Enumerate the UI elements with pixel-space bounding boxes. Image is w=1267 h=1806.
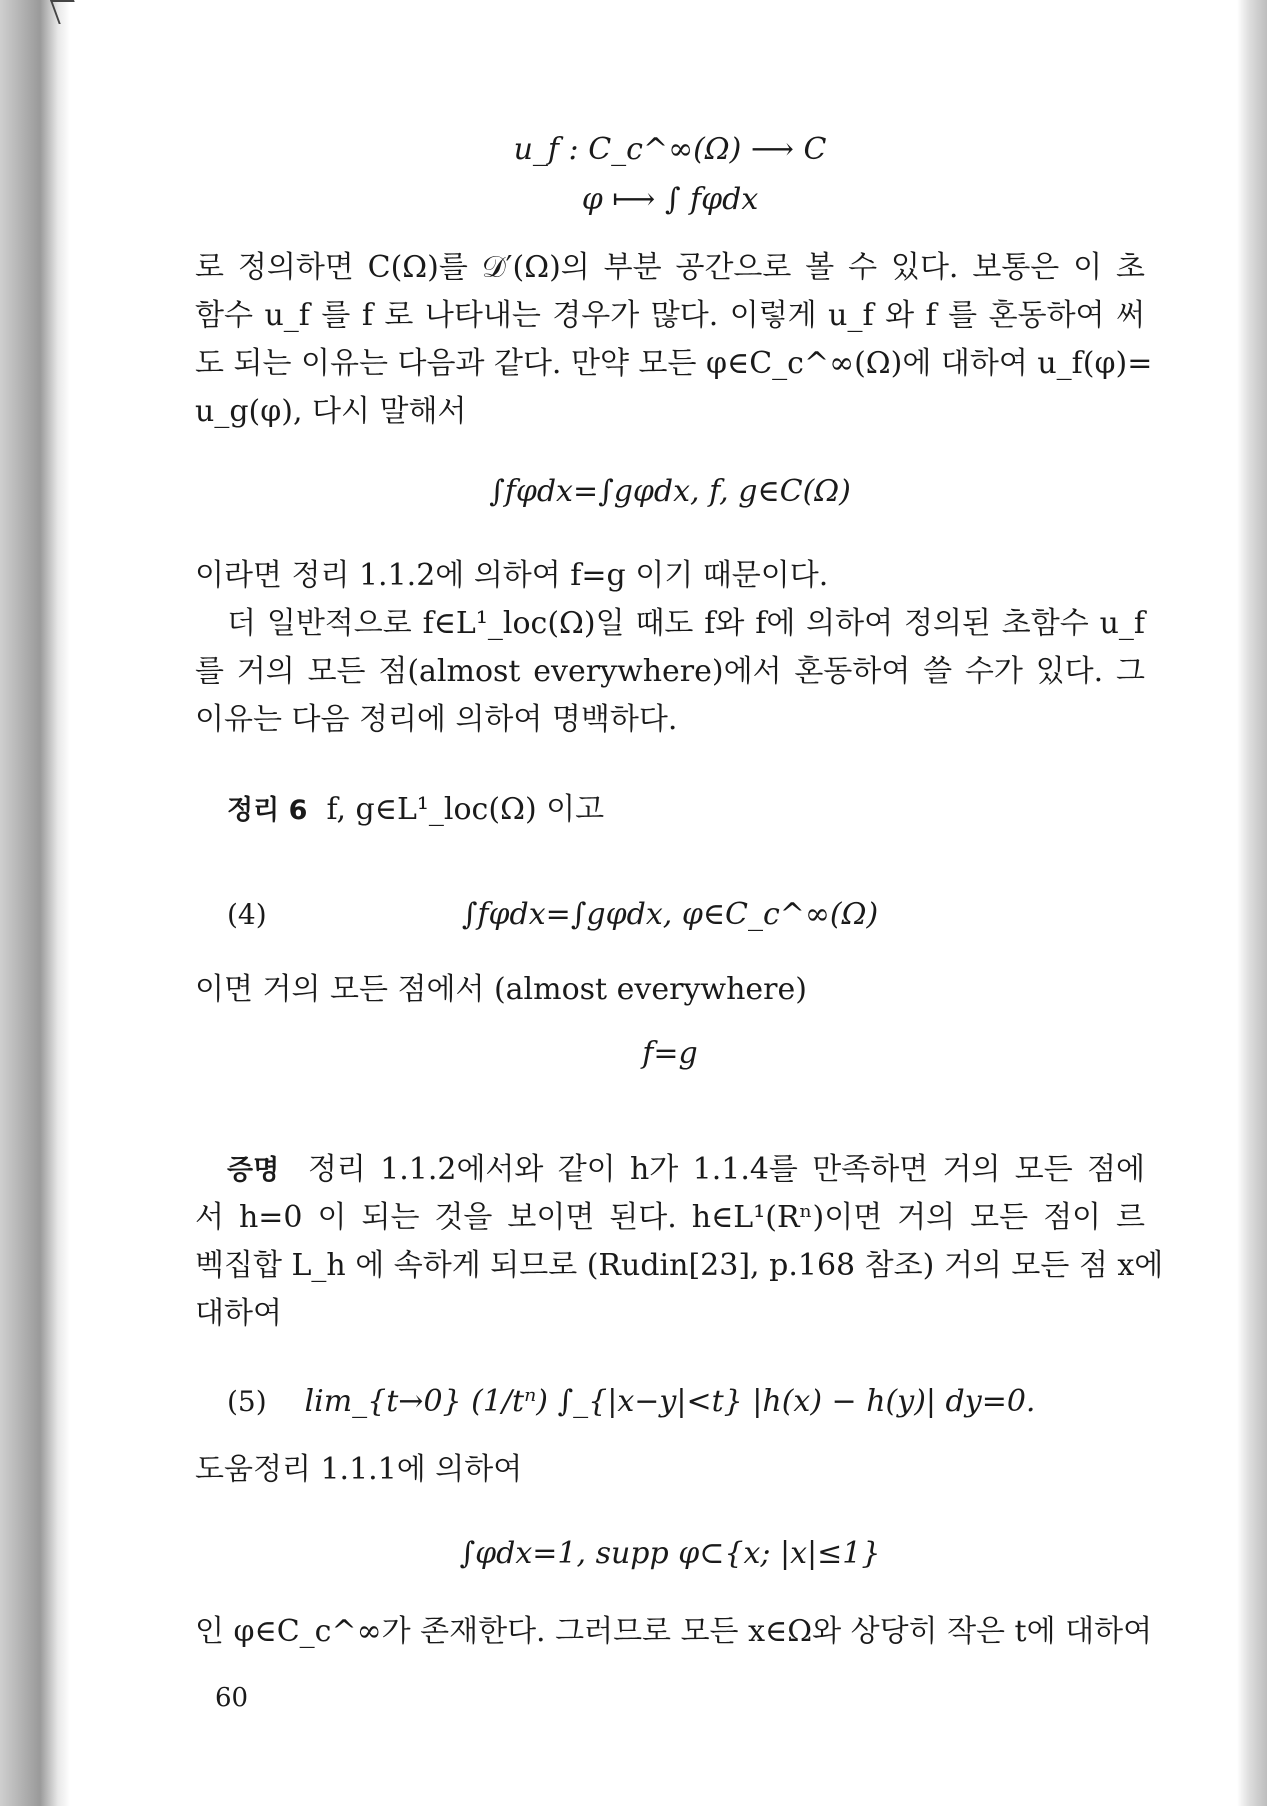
display-map-line-2: φ ⟼ ∫ fφdx: [581, 182, 759, 217]
proof-line-4: 대하여: [195, 1296, 282, 1331]
equation-number-5: (5): [227, 1385, 267, 1418]
theorem-statement: f, g∈L¹_loc(Ω) 이고: [326, 792, 605, 827]
limit-equation: lim_{t→0} (1/tⁿ) ∫_{|x−y|<t} |h(x) − h(y)| dy=0.: [304, 1384, 1036, 1419]
display-map-line-1: u_f : C_c^∞(Ω) ⟶ C: [513, 132, 827, 167]
proof-last-line: 인 φ∈C_c^∞가 존재한다. 그러므로 모든 x∈Ω와 상당히 작은 t에 대하여: [195, 1614, 1153, 1649]
proof-line-1: [227, 1150, 1145, 1191]
theorem-label: 정리 6: [227, 795, 308, 826]
theorem-conclusion-text: 이면 거의 모든 점에서 (almost everywhere): [195, 972, 807, 1007]
mollifier-equation: ∫φdx=1, supp φ⊂{x; |x|≤1}: [459, 1536, 881, 1571]
lemma-line: 도움정리 1.1.1에 의하여: [195, 1452, 523, 1487]
paragraph1-line-2: 함수 u_f 를 f 로 나타내는 경우가 많다. 이렇게 u_f 와 f 를 혼동하여 써: [195, 298, 1145, 333]
proof-label: 증명: [227, 1155, 280, 1186]
book-page: [195, 0, 1164, 1806]
page-edge-shadow-right: [1237, 0, 1267, 1806]
paragraph1-line-4: u_g(φ), 다시 말해서: [195, 394, 467, 429]
theorem-equation: ∫fφdx=∫gφdx, φ∈C_c^∞(Ω): [461, 897, 879, 932]
display-equality: ∫fφdx=∫gφdx, f, g∈C(Ω): [489, 474, 851, 509]
paragraph2-line-1: 더 일반적으로 f∈L¹_loc(Ω)일 때도 f와 f에 의하여 정의된 초함수 u_f: [227, 606, 1145, 641]
page-edge-shadow-left: [0, 0, 70, 1806]
paragraph2-line-3: 이유는 다음 정리에 의하여 명백하다.: [195, 702, 678, 737]
theorem-conclusion-equation: f=g: [642, 1036, 698, 1071]
paragraph1-line-1: 로 정의하면 C(Ω)를 𝒟′(Ω)의 부분 공간으로 볼 수 있다. 보통은 이 초: [195, 250, 1145, 285]
paragraph1-line-3: 도 되는 이유는 다음과 같다. 만약 모든 φ∈C_c^∞(Ω)에 대하여 u_f(φ)=: [195, 346, 1153, 381]
paragraph2-line-2: 를 거의 모든 점(almost everywhere)에서 혼동하여 쓸 수가 있다. 그: [195, 654, 1145, 689]
proof-line-2: 서 h=0 이 되는 것을 보이면 된다. h∈L¹(Rⁿ)이면 거의 모든 점이 르: [195, 1200, 1145, 1235]
theorem-heading: [227, 790, 1177, 831]
proof-line-3: 벡집합 L_h 에 속하게 되므로 (Rudin[23], p.168 참조) 거의 모든 점 x에: [195, 1248, 1164, 1283]
equation-number-4: (4): [227, 898, 267, 931]
line-after-equality: 이라면 정리 1.1.2에 의하여 f=g 이기 때문이다.: [195, 558, 829, 593]
proof-line-1-text: 정리 1.1.2에서와 같이 h가 1.1.4를 만족하면 거의 모든 점에: [307, 1152, 1145, 1187]
page-number: 60: [215, 1683, 249, 1713]
